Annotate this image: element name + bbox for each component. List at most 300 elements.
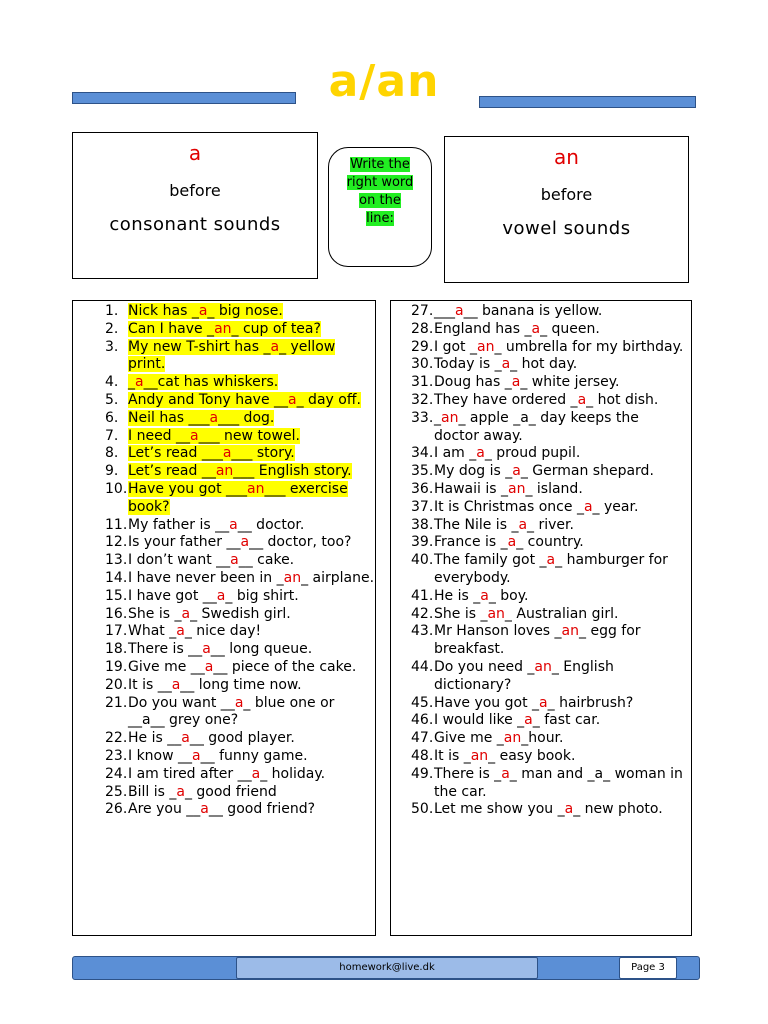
item-number: 14. bbox=[105, 569, 128, 586]
footer-bar bbox=[72, 956, 700, 980]
sentence-end: _ hot day. bbox=[510, 356, 578, 373]
sentence-end: _ big shirt. bbox=[225, 587, 299, 604]
answer-word: a bbox=[577, 391, 587, 408]
item-number: 38. bbox=[411, 516, 434, 533]
item-number: 41. bbox=[411, 587, 434, 604]
exercise-item bbox=[73, 677, 375, 695]
answer-word: a bbox=[531, 320, 541, 337]
item-number: 3. bbox=[105, 338, 119, 355]
item-number: 45. bbox=[411, 694, 434, 711]
exercise-item bbox=[391, 517, 691, 535]
page-title: a/an bbox=[328, 56, 440, 107]
exercise-item bbox=[73, 641, 375, 659]
item-sentence bbox=[434, 552, 691, 588]
item-number: 4. bbox=[105, 374, 119, 391]
exercise-item bbox=[73, 517, 375, 535]
item-number: 40. bbox=[411, 552, 434, 569]
item-sentence bbox=[128, 730, 375, 748]
sentence-start: It is __ bbox=[128, 676, 172, 693]
item-number: 26. bbox=[105, 801, 128, 818]
item-number: 7. bbox=[105, 427, 119, 444]
item-sentence bbox=[434, 695, 691, 713]
item-number: 17. bbox=[105, 623, 128, 640]
sentence-end: _ man and _a_ woman in the car. bbox=[434, 765, 683, 800]
answer-word: a bbox=[209, 409, 219, 426]
rule-article: a bbox=[188, 141, 202, 165]
sentence-start: They have ordered _ bbox=[434, 391, 578, 408]
sentence-start: Is your father __ bbox=[128, 534, 241, 551]
item-number: 9. bbox=[105, 463, 119, 480]
sentence-start: _ bbox=[128, 374, 135, 391]
sentence-end: __ banana is yellow. bbox=[463, 303, 603, 319]
item-number: 34. bbox=[411, 445, 434, 462]
item-sentence bbox=[128, 445, 375, 463]
item-sentence bbox=[434, 588, 691, 606]
item-number: 25. bbox=[105, 783, 128, 800]
item-sentence bbox=[128, 410, 375, 428]
sentence-end: __ cake. bbox=[238, 552, 295, 569]
exercise-item bbox=[73, 695, 375, 731]
rule-article: an bbox=[554, 145, 579, 169]
answer-word: a bbox=[192, 747, 201, 764]
answer-word: a bbox=[455, 303, 464, 319]
answer-word: a bbox=[176, 623, 185, 640]
item-sentence bbox=[128, 303, 375, 321]
sentence-end: _ holiday. bbox=[260, 765, 326, 782]
exercise-list bbox=[73, 301, 375, 819]
exercise-item bbox=[73, 481, 375, 517]
item-sentence bbox=[434, 606, 691, 624]
exercise-item bbox=[73, 606, 375, 624]
exercise-item bbox=[73, 659, 375, 677]
sentence-start: I am _ bbox=[434, 445, 477, 462]
sentence-start: My father is __ bbox=[128, 516, 230, 533]
sentence-start: She is _ bbox=[128, 605, 182, 622]
answer-word: an bbox=[561, 623, 579, 640]
sentence-end: _ river. bbox=[527, 516, 574, 533]
sentence-end: _ blue one or __a__ grey one? bbox=[128, 694, 335, 729]
sentence-end: _ cup of tea? bbox=[231, 320, 321, 337]
exercise-item bbox=[391, 481, 691, 499]
exercise-item bbox=[391, 552, 691, 588]
exercise-item bbox=[73, 410, 375, 428]
sentence-start: I have got __ bbox=[128, 587, 217, 604]
exercise-item bbox=[73, 303, 375, 321]
item-sentence bbox=[434, 517, 691, 535]
answer-word: a bbox=[234, 694, 244, 711]
exercise-item bbox=[391, 623, 691, 659]
exercise-item bbox=[73, 463, 375, 481]
item-sentence bbox=[434, 374, 691, 392]
sentence-end: _hour. bbox=[521, 730, 564, 747]
exercise-item bbox=[391, 606, 691, 624]
sentence-start: He is __ bbox=[128, 730, 182, 747]
item-sentence bbox=[128, 392, 375, 410]
item-sentence bbox=[128, 784, 375, 802]
sentence-start: Andy and Tony have __ bbox=[128, 391, 289, 408]
sentence-start: Bill is _ bbox=[128, 783, 177, 800]
item-number: 28. bbox=[411, 320, 434, 337]
sentence-start: France is _ bbox=[434, 534, 508, 551]
sentence-start: Are you __ bbox=[128, 801, 201, 818]
sentence-start: I am tired after __ bbox=[128, 765, 252, 782]
answer-word: an bbox=[215, 463, 234, 480]
sentence-end: __ long queue. bbox=[210, 641, 313, 658]
sentence-end: _ airplane. bbox=[301, 569, 375, 586]
sentence-end: _ Swedish girl. bbox=[190, 605, 291, 622]
answer-word: an bbox=[283, 569, 302, 586]
item-number: 12. bbox=[105, 534, 128, 551]
sentence-start: England has _ bbox=[434, 320, 532, 337]
item-sentence bbox=[434, 712, 691, 730]
exercise-item bbox=[73, 445, 375, 463]
item-number: 46. bbox=[411, 712, 434, 729]
exercise-item bbox=[73, 534, 375, 552]
answer-word: a bbox=[501, 765, 510, 782]
sentence-end: _ island. bbox=[525, 480, 583, 497]
item-number: 42. bbox=[411, 605, 434, 622]
answer-word: a bbox=[171, 676, 181, 693]
item-number: 1. bbox=[105, 303, 119, 319]
item-number: 50. bbox=[411, 801, 434, 818]
instruction-line: right word bbox=[346, 175, 414, 190]
rule-box-an bbox=[444, 136, 689, 283]
sentence-start: He is _ bbox=[434, 587, 481, 604]
item-sentence bbox=[128, 641, 375, 659]
answer-word: a bbox=[181, 730, 190, 747]
answer-word: a bbox=[190, 427, 199, 444]
answer-word: an bbox=[441, 409, 459, 426]
item-number: 18. bbox=[105, 641, 128, 658]
item-number: 6. bbox=[105, 409, 119, 426]
sentence-end: _ umbrella for my birthday. bbox=[494, 338, 684, 355]
item-number: 49. bbox=[411, 765, 434, 782]
exercise-column-left bbox=[72, 300, 376, 936]
sentence-start: Let’s read __ bbox=[128, 463, 216, 480]
sentence-start: There is _ bbox=[434, 765, 502, 782]
item-sentence bbox=[128, 517, 375, 535]
sentence-end: _ queen. bbox=[540, 320, 600, 337]
exercise-item bbox=[391, 445, 691, 463]
sentence-start: Do you want __ bbox=[128, 694, 235, 711]
item-number: 31. bbox=[411, 374, 434, 391]
exercise-item bbox=[73, 552, 375, 570]
item-number: 39. bbox=[411, 534, 434, 551]
sentence-end: ___ exercise book? bbox=[128, 480, 348, 515]
sentence-start: I got _ bbox=[434, 338, 477, 355]
exercise-item bbox=[73, 374, 375, 392]
sentence-start: Let’s read ___ bbox=[128, 445, 223, 462]
sentence-end: _ yellow print. bbox=[128, 338, 336, 373]
answer-word: a bbox=[512, 463, 521, 480]
exercise-item bbox=[391, 659, 691, 695]
exercise-item bbox=[391, 801, 691, 819]
answer-word: an bbox=[487, 605, 505, 622]
item-number: 33. bbox=[411, 409, 434, 426]
sentence-start: My new T-shirt has _ bbox=[128, 338, 271, 355]
item-sentence bbox=[128, 534, 375, 552]
sentence-start: It is Christmas once _ bbox=[434, 498, 584, 515]
sentence-end: ___ story. bbox=[231, 445, 295, 462]
sentence-end: _ hot dish. bbox=[586, 391, 659, 408]
sentence-end: ___ new towel. bbox=[198, 427, 300, 444]
sentence-end: _ easy book. bbox=[488, 747, 576, 764]
sentence-start: Neil has ___ bbox=[128, 409, 210, 426]
item-number: 21. bbox=[105, 694, 128, 711]
item-sentence bbox=[434, 392, 691, 410]
item-number: 5. bbox=[105, 391, 119, 408]
item-number: 37. bbox=[411, 498, 434, 515]
item-sentence bbox=[128, 570, 375, 588]
sentence-end: _ white jersey. bbox=[520, 374, 620, 391]
item-sentence bbox=[434, 623, 691, 659]
exercise-column-right bbox=[390, 300, 692, 936]
exercise-item bbox=[391, 374, 691, 392]
sentence-start: ___ bbox=[434, 303, 455, 319]
answer-word: an bbox=[534, 658, 552, 675]
sentence-start: There is __ bbox=[128, 641, 203, 658]
item-number: 29. bbox=[411, 338, 434, 355]
exercise-item bbox=[73, 392, 375, 410]
sentence-end: __cat has whiskers. bbox=[143, 374, 279, 391]
sentence-start: Give me _ bbox=[434, 730, 504, 747]
sentence-end: _ hamburger for everybody. bbox=[434, 552, 668, 586]
sentence-start: Have you got ___ bbox=[128, 480, 248, 497]
exercise-list bbox=[391, 301, 691, 819]
rule-box-a bbox=[72, 132, 318, 279]
sentence-start: Let me show you _ bbox=[434, 801, 565, 818]
answer-word: a bbox=[229, 516, 238, 533]
item-sentence bbox=[128, 766, 375, 784]
sentence-end: _ good friend bbox=[184, 783, 277, 800]
instruction-line: Write the bbox=[350, 157, 410, 172]
item-sentence bbox=[434, 321, 691, 339]
item-sentence bbox=[128, 606, 375, 624]
exercise-item bbox=[73, 428, 375, 446]
answer-word: a bbox=[539, 694, 548, 711]
sentence-end: _ big nose. bbox=[207, 303, 283, 319]
answer-word: a bbox=[222, 445, 232, 462]
sentence-end: _ new photo. bbox=[573, 801, 663, 818]
exercise-item bbox=[391, 534, 691, 552]
item-sentence bbox=[128, 748, 375, 766]
sentence-start: What _ bbox=[128, 623, 177, 640]
item-sentence bbox=[434, 303, 691, 321]
answer-word: a bbox=[511, 374, 521, 391]
item-sentence bbox=[434, 748, 691, 766]
item-number: 16. bbox=[105, 605, 128, 622]
answer-word: a bbox=[181, 605, 191, 622]
item-number: 48. bbox=[411, 747, 434, 764]
answer-word: a bbox=[501, 356, 511, 373]
answer-word: a bbox=[251, 765, 261, 782]
instruction-box bbox=[328, 147, 432, 267]
sentence-end: __ doctor, too? bbox=[249, 534, 352, 551]
exercise-item bbox=[391, 356, 691, 374]
item-sentence bbox=[434, 801, 691, 819]
sentence-end: __ piece of the cake. bbox=[213, 658, 357, 675]
exercise-item bbox=[391, 730, 691, 748]
item-number: 43. bbox=[411, 623, 434, 640]
item-sentence bbox=[128, 801, 375, 819]
sentence-start: I know __ bbox=[128, 747, 193, 764]
item-sentence bbox=[434, 534, 691, 552]
sentence-end: _ nice day! bbox=[184, 623, 262, 640]
sentence-start: I don’t want __ bbox=[128, 552, 231, 569]
exercise-item bbox=[391, 303, 691, 321]
exercise-item bbox=[73, 570, 375, 588]
answer-word: an bbox=[508, 480, 526, 497]
exercise-item bbox=[391, 499, 691, 517]
item-sentence bbox=[434, 445, 691, 463]
exercise-item bbox=[73, 339, 375, 375]
header-bar-right bbox=[479, 96, 696, 108]
exercise-item bbox=[73, 784, 375, 802]
exercise-item bbox=[391, 463, 691, 481]
item-number: 36. bbox=[411, 480, 434, 497]
sentence-end: _ Australian girl. bbox=[504, 605, 619, 622]
answer-word: a bbox=[216, 587, 226, 604]
exercise-item bbox=[73, 321, 375, 339]
sentence-end: __ long time now. bbox=[180, 676, 302, 693]
item-sentence bbox=[434, 463, 691, 481]
item-number: 27. bbox=[411, 303, 434, 319]
rule-description: vowel sounds bbox=[502, 218, 631, 239]
sentence-end: _ German shepard. bbox=[520, 463, 654, 480]
item-sentence bbox=[128, 481, 375, 517]
answer-word: a bbox=[176, 783, 185, 800]
sentence-start: Have you got _ bbox=[434, 694, 540, 711]
item-sentence bbox=[434, 410, 691, 446]
header-bar-left bbox=[72, 92, 296, 104]
item-number: 20. bbox=[105, 676, 128, 693]
sentence-start: My dog is _ bbox=[434, 463, 513, 480]
rule-word: before bbox=[540, 185, 593, 204]
item-sentence bbox=[128, 552, 375, 570]
exercise-item bbox=[73, 623, 375, 641]
exercise-item bbox=[73, 748, 375, 766]
item-sentence bbox=[434, 499, 691, 517]
sentence-start: Today is _ bbox=[434, 356, 502, 373]
item-number: 32. bbox=[411, 391, 434, 408]
sentence-end: __ good player. bbox=[189, 730, 295, 747]
item-sentence bbox=[128, 588, 375, 606]
instruction-line: line: bbox=[366, 211, 394, 226]
exercise-item bbox=[391, 588, 691, 606]
item-sentence bbox=[128, 374, 375, 392]
item-sentence bbox=[434, 659, 691, 695]
answer-word: a bbox=[288, 391, 297, 408]
sentence-end: _ apple _a_ day keeps the doctor away. bbox=[434, 409, 639, 444]
answer-word: an bbox=[476, 338, 495, 355]
sentence-end: _ country. bbox=[516, 534, 584, 551]
item-number: 19. bbox=[105, 658, 128, 675]
sentence-start: _ bbox=[434, 409, 441, 426]
exercise-item bbox=[391, 695, 691, 713]
item-number: 35. bbox=[411, 463, 434, 480]
answer-word: a bbox=[230, 552, 239, 569]
exercise-item bbox=[391, 748, 691, 766]
item-number: 13. bbox=[105, 552, 128, 569]
sentence-end: _ egg for breakfast. bbox=[434, 623, 641, 658]
sentence-start: Do you need _ bbox=[434, 658, 535, 675]
rule-description: consonant sounds bbox=[109, 214, 281, 235]
sentence-start: Nick has _ bbox=[128, 303, 199, 319]
exercise-item bbox=[73, 766, 375, 784]
item-sentence bbox=[434, 481, 691, 499]
sentence-end: _ fast car. bbox=[532, 712, 601, 729]
item-sentence bbox=[434, 356, 691, 374]
item-sentence bbox=[434, 730, 691, 748]
item-sentence bbox=[128, 623, 375, 641]
sentence-start: I have never been in _ bbox=[128, 569, 284, 586]
item-number: 10. bbox=[105, 480, 128, 497]
sentence-end: _ hairbrush? bbox=[547, 694, 634, 711]
answer-word: an bbox=[503, 730, 522, 747]
sentence-end: _ proud pupil. bbox=[484, 445, 581, 462]
sentence-end: ___ dog. bbox=[218, 409, 275, 426]
item-sentence bbox=[128, 321, 375, 339]
sentence-start: Can I have _ bbox=[128, 320, 215, 337]
answer-word: a bbox=[198, 303, 208, 319]
answer-word: a bbox=[202, 641, 211, 658]
exercise-item bbox=[73, 730, 375, 748]
answer-word: a bbox=[518, 516, 528, 533]
exercise-item bbox=[391, 712, 691, 730]
item-number: 44. bbox=[411, 658, 434, 675]
item-sentence bbox=[434, 339, 691, 357]
exercise-item bbox=[391, 339, 691, 357]
answer-word: a bbox=[270, 338, 280, 355]
sentence-end: ___ English story. bbox=[233, 463, 352, 480]
sentence-start: The family got _ bbox=[434, 552, 547, 569]
footer-email: homework@live.dk bbox=[236, 957, 538, 979]
item-sentence bbox=[128, 463, 375, 481]
answer-word: a bbox=[200, 801, 209, 818]
sentence-end: __ doctor. bbox=[237, 516, 305, 533]
item-number: 2. bbox=[105, 320, 119, 337]
sentence-end: _ English dictionary? bbox=[434, 658, 614, 693]
sentence-end: _ day off. bbox=[296, 391, 361, 408]
sentence-start: Mr Hanson loves _ bbox=[434, 623, 562, 640]
instruction-line: on the bbox=[359, 193, 401, 208]
item-number: 24. bbox=[105, 765, 128, 782]
sentence-start: Hawaii is _ bbox=[434, 480, 508, 497]
page-number: Page 3 bbox=[619, 957, 677, 979]
exercise-item bbox=[391, 410, 691, 446]
item-number: 11. bbox=[105, 516, 128, 533]
sentence-end: __ good friend? bbox=[208, 801, 316, 818]
item-number: 15. bbox=[105, 587, 128, 604]
answer-word: an bbox=[470, 747, 489, 764]
rule-word: before bbox=[169, 181, 221, 200]
item-number: 8. bbox=[105, 445, 119, 462]
answer-word: a bbox=[507, 534, 517, 551]
answer-word: a bbox=[480, 587, 489, 604]
item-sentence bbox=[128, 339, 375, 375]
sentence-start: I would like _ bbox=[434, 712, 525, 729]
sentence-start: The Nile is _ bbox=[434, 516, 519, 533]
sentence-end: _ year. bbox=[592, 498, 639, 515]
exercise-item bbox=[73, 801, 375, 819]
answer-word: a bbox=[240, 534, 250, 551]
answer-word: a bbox=[135, 374, 144, 391]
answer-word: a bbox=[583, 498, 593, 515]
answer-word: a bbox=[524, 712, 533, 729]
sentence-start: It is _ bbox=[434, 747, 471, 764]
answer-word: an bbox=[214, 320, 232, 337]
item-number: 22. bbox=[105, 730, 128, 747]
